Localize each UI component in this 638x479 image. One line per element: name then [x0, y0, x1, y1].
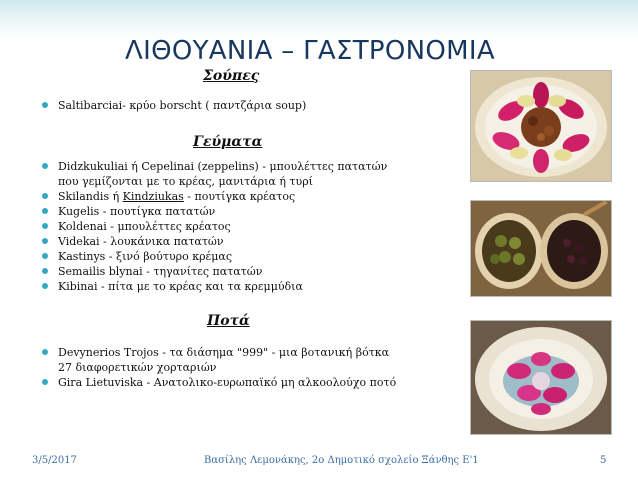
list-item: Semailis blynai - τηγανίτες πατατών	[40, 264, 470, 279]
bullet-icon	[42, 193, 48, 199]
kindziukas-link[interactable]: Kindziukas	[122, 190, 184, 203]
bullet-icon	[42, 379, 48, 385]
slide-title: ΛΙΘΟΥΑΝΙΑ – ΓΑΣΤΡΟΝΟΜΙΑ	[125, 36, 495, 66]
list-item: Skilandis ή Kindziukas - πουτίγκα κρέατος	[40, 189, 470, 204]
footer-date: 3/5/2017	[32, 455, 77, 466]
bullet-icon	[42, 238, 48, 244]
bullet-icon	[42, 223, 48, 229]
bullet-icon	[42, 268, 48, 274]
drinks-list	[40, 345, 470, 390]
footer-page-number: 5	[600, 455, 607, 466]
food-photo-beet-salad	[470, 320, 612, 435]
list-item: Kastinys - ξινό βούτυρο κρέμας	[40, 249, 470, 264]
list-item: Devynerios Trojos - τα διάσημα "999" - μια βοτανική βότκα 27 διαφορετικών χορταριών	[40, 345, 470, 375]
bullet-icon	[42, 349, 48, 355]
list-item: Gira Lietuviska - Ανατολικο-ευρωπαϊκό μη αλκοολούχο ποτό	[40, 375, 470, 390]
meals-heading: Γεύματα	[193, 134, 263, 150]
footer-author: Βασίλης Λεμονάκης, 2ο Δημοτικό σχολείο Ξάνθης Ε'1	[204, 455, 479, 466]
bullet-icon	[42, 283, 48, 289]
list-item: Kibinai - πίτα με το κρέας και τα κρεμμύδια	[40, 279, 470, 294]
food-photo-cepelinai	[470, 70, 612, 182]
drinks-heading: Ποτά	[207, 313, 250, 329]
soups-heading: Σούπες	[203, 68, 260, 84]
meals-list	[40, 159, 470, 294]
bullet-icon	[42, 102, 48, 108]
list-item: Videkai - λουκάνικα πατατών	[40, 234, 470, 249]
soups-list	[40, 98, 460, 113]
list-item: Kugelis - πουτίγκα πατατών	[40, 204, 470, 219]
bullet-icon	[42, 253, 48, 259]
list-item: Saltibarciai- κρύο borscht ( παντζάρια soup)	[40, 98, 460, 113]
bullet-icon	[42, 208, 48, 214]
list-item: Didzkukuliai ή Cepelinai (zeppelins) - μπουλέττες πατατών που γεμίζονται με το κρέας, μανιτάρια ή τυρί	[40, 159, 470, 189]
list-item: Koldenai - μπουλέττες κρέατος	[40, 219, 470, 234]
bullet-icon	[42, 163, 48, 169]
food-photo-olives	[470, 200, 612, 297]
